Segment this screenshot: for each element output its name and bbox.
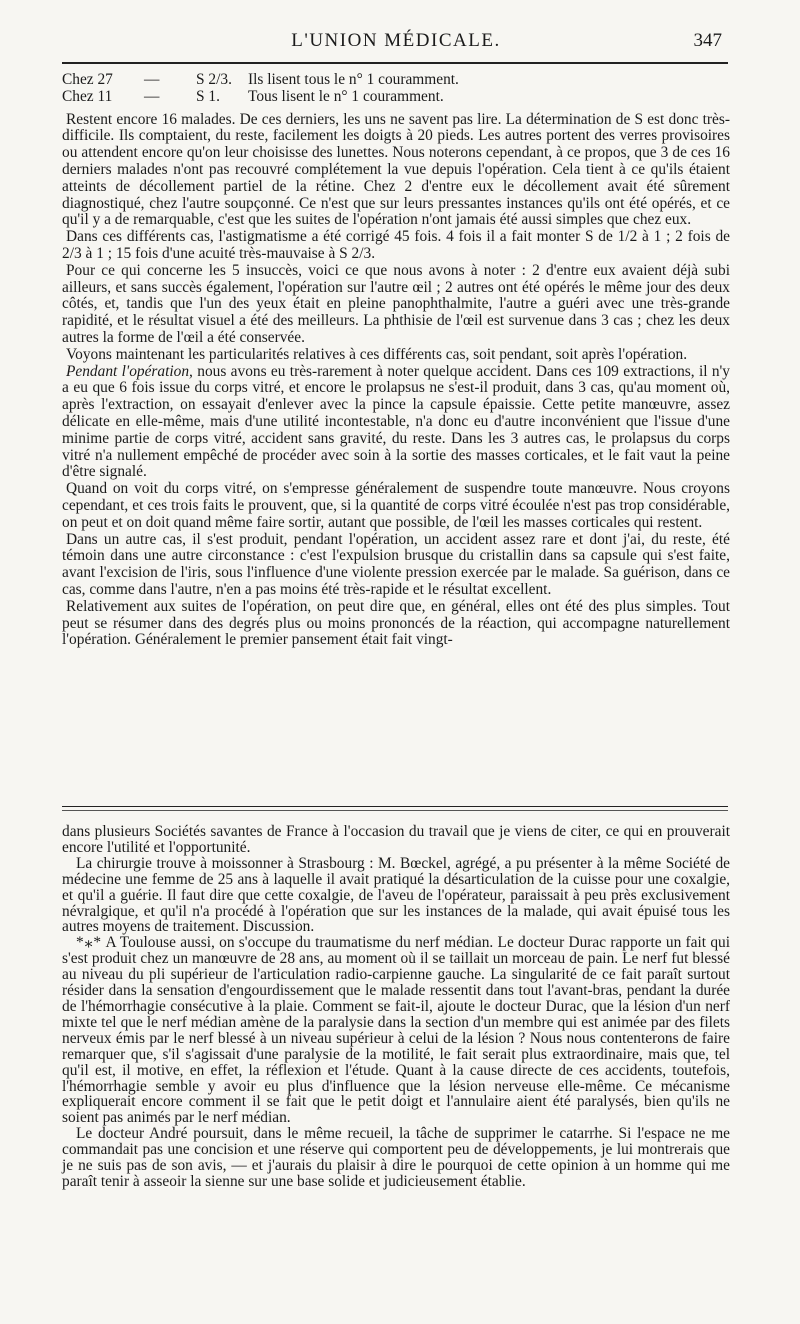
row-dash: — [144,71,160,88]
paragraph: Pour ce qui concerne les 5 insuccès, voici ce que nous avons à noter : 2 d'entre eux avaient déjà subi ailleurs, et sans succès également, l'opération sur l'autre œil ; 2 autres ont été opérés le même jour des deux côtés, et, tandis que l'un des yeux était en pleine panophthalmite, l'autre a guéri avec une très-grande rapidité, et le résultat visuel a été des meilleurs. La phthisie de l'œil est survenue dans 3 cas ; chez les deux autres la forme de l'œil a été conservée. [62,261,730,346]
paragraph-text: A Toulouse aussi, on s'occupe du traumatisme du nerf médian. Le docteur Durac rapporte un fait qui s'est produit chez un manœuvre de 28 ans, au moment où il se taillait un morceau de pain. Le nerf fut blessé au niveau du pli supérieur de l'articulation radio-carpienne gauche. La singularité de ce fait paraît surtout résider dans la sensation d'engourdissement que le malade ressentit dans tout l'avant-bras, pendant la durée de l'hémorrhagie consécutive à la plaie. Comment se fait-il, ajoute le docteur Durac, que la lésion d'un nerf mixte tel que le nerf médian amène de la paralysie dans la section d'un membre qui est animée par des filets nerveux émis par le nerf blessé à un niveau supérieur à celui de la lésion ? Nous nous contenterons de faire remarquer que, s'il s'agissait d'une paralysie de la motilité, le fait serait plus extraordinaire, mais que, tel qu'il est, il motive, en effet, la réflexion et l'étude. Quant à la cause directe de ces accidents, toutefois, l'hémorrhagie semble y avoir eu plus d'influence que la lésion nerveuse elle-même. Ce mécanisme expliquerait encore comment il se fait que le petit doigt et l'annulaire aient été paralysés, bien qu'ils ne soient pas animés par le nerf médian. [62,934,730,1127]
header-rule [62,62,728,64]
row-acuity: S 2/3. [196,71,232,88]
result-row [62,72,730,89]
page-number: 347 [693,30,722,51]
article-body [62,72,730,649]
italic-lead: Pendant l'opération, [66,362,193,380]
paragraph: Le docteur André poursuit, dans le même recueil, la tâche de supprimer le catarrhe. Si l'espace ne me commandait pas une concision et une réserve qui comportent peu de développements, je lui montrerais que je ne suis pas de son avis, — et j'aurais du plaisir à dire le pourquoi de cette opinion à un homme qui me paraît tenir à asseoir la sienne sur une base solide et judicieusement établie. [62,1125,730,1190]
paragraph: Relativement aux suites de l'opération, on peut dire que, en général, elles ont été des plus simples. Tout peut se résumer dans des degrés plus ou moins prononcés de la réaction, qui accompagne naturellement l'opération. Généralement le premier pansement était fait vingt- [62,597,730,649]
paragraph: La chirurgie trouve à moissonner à Strasbourg : M. Bœckel, agrégé, a pu présenter à la même Société de médecine une femme de 25 ans à laquelle il avait pratiqué la désarticulation de la cuisse pour une coxalgie, et qu'il a guérie. Il faut dire que cette coxalgie, de l'aveu de l'opérateur, paraissait à peu près exclusivement névralgique, et qu'il n'a procédé à l'opération que sur les instances de la malade, qui avait épuisé tous les autres moyens de traitement. Discussion. [62,854,730,936]
row-acuity: S 1. [196,87,220,105]
paragraph: Voyons maintenant les particularités relatives à ces différents cas, soit pendant, soit après l'opération. [66,345,688,363]
row-text: Tous lisent le n° 1 couramment. [248,87,444,105]
paragraph [62,935,730,1126]
feuilleton-divider [62,806,728,811]
paragraph-text: nous avons eu très-rarement à noter quelque accident. Dans ces 109 extractions, il n'y a eu que 6 fois issue du corps vitré, et encore le prolapsus ne s'est-il produit, dans 3 cas, qu'au moment où, après l'extraction, on essayait d'enlever avec la pince la capsule épaissie. Cette petite manœuvre, assez délicate en elle-même, mais d'une utilité incontestable, n'a donc eu d'autre inconvénient que l'issue d'une minime partie de corps vitré, accident sans gravité, du reste. Dans les 3 autres cas, le prolapsus du corps vitré n'a nullement empêché de procéder avec soin à la sortie des masses corticales, et le fait vaut la peine d'être signalé. [62,362,730,481]
running-title: L'UNION MÉDICALE. [291,30,501,51]
result-row [62,89,730,106]
row-label: Chez 11 [62,87,113,105]
paragraph: Quand on voit du corps vitré, on s'empresse généralement de suspendre toute manœuvre. Nous croyons cependant, et ces trois faits le prouvent, que, si la quantité de corps vitré écoulée n'est pas trop considérable, on peut et on doit quand même faire sortir, autant que possible, de l'œil les masses corticales qui restent. [62,480,730,531]
paragraph: Dans un autre cas, il s'est produit, pendant l'opération, un accident assez rare et dont j'ai, du reste, été témoin dans une autre circonstance : c'est l'expulsion brusque du cristallin dans sa capsule qui s'est faite, avant l'excision de l'iris, sous l'influence d'une violente pression exercée par le malade. Sa guérison, dans ce cas, comme dans l'autre, n'en a pas moins été très-rapide et le résultat excellent. [62,530,730,598]
paragraph: dans plusieurs Sociétés savantes de France à l'occasion du travail que je viens de citer, ce qui en prouverait encore l'utilité et l'opportunité. [62,823,730,856]
paragraph: Restent encore 16 malades. De ces derniers, les uns ne savent pas lire. La détermination de S est donc très-difficile. Ils comptaient, du reste, facilement les doigts à 20 pieds. Les autres portent des verres provisoires ou attendent encore qu'on leur choisisse des lunettes. Nous noterons cependant, à ce propos, que 3 de ces 16 derniers malades n'ont pas recouvré complétement la vue depuis l'opération. Cela tient à ce qu'ils étaient atteints de décollement partiel de la rétine. Chez 2 d'entre eux le décollement avait été sûrement diagnostiqué, chez l'autre soupçonné. Ce n'est que sur leurs pressantes instances qu'ils ont été opérés, et ce qu'il y a de remarquable, c'est que les suites de l'opération n'ont jamais été aussi simples que chez eux. [62,110,730,229]
row-dash: — [144,87,160,105]
row-label: Chez 27 [62,71,113,88]
feuilleton-body [62,824,730,1190]
paragraph [62,364,730,482]
row-text: Ils lisent tous le n° 1 couramment. [248,71,459,88]
page-header [62,30,730,60]
paragraph: Dans ces différents cas, l'astigmatisme a été corrigé 45 fois. 4 fois il a fait monter S de 1/2 à 1 ; 2 fois de 2/3 à 1 ; 15 fois d'une acuité très-mauvaise à S 2/3. [62,228,730,262]
asterism: *⁎* [76,934,103,952]
